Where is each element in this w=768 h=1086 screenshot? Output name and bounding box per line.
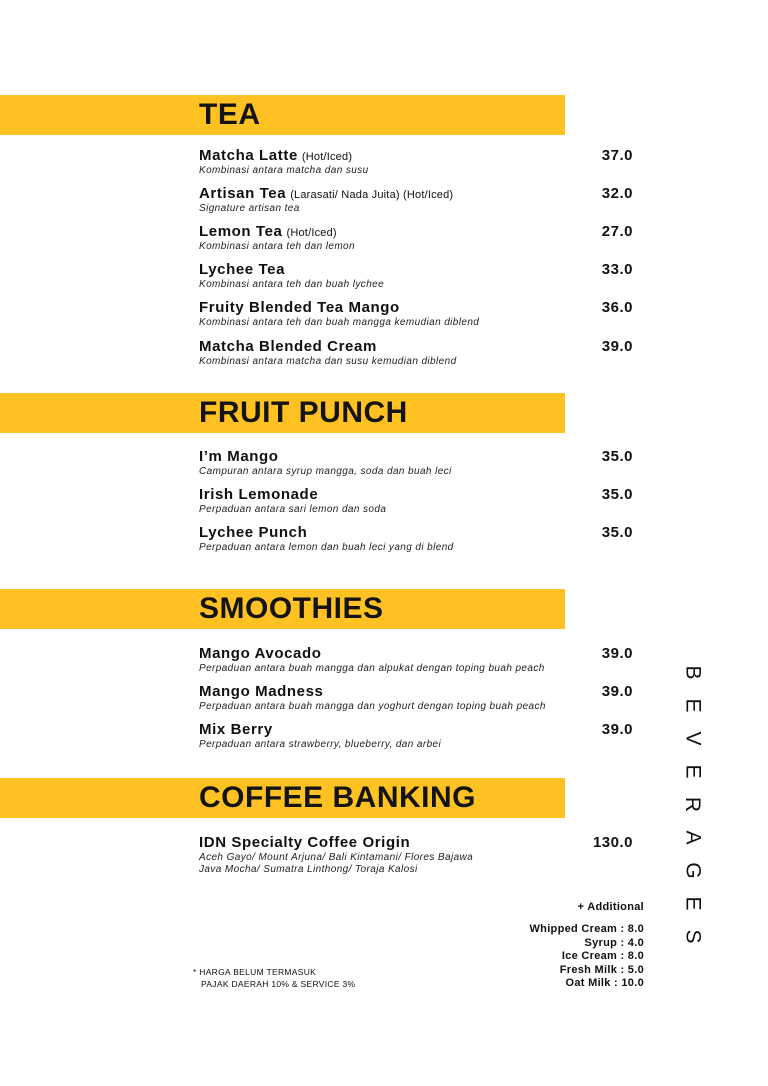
section-band-coffee-banking [0, 778, 565, 818]
side-label-letter: R [681, 796, 705, 813]
item-name: Irish Lemonade [199, 486, 319, 503]
menu-item [199, 185, 639, 221]
item-price: 36.0 [601, 299, 633, 316]
item-price: 33.0 [601, 261, 633, 278]
item-description: Perpaduan antara buah mangga dan yoghurt dengan toping buah peach [199, 701, 546, 712]
item-price: 39.0 [601, 721, 633, 738]
menu-item [199, 683, 639, 719]
menu-item [199, 261, 639, 297]
tax-footnote [193, 966, 355, 990]
item-name: Matcha Latte [199, 147, 298, 164]
item-price: 32.0 [601, 185, 633, 202]
section-title: COFFEE BANKING [199, 781, 476, 814]
item-price: 39.0 [601, 645, 633, 662]
item-name: Lychee Punch [199, 524, 308, 541]
item-price: 130.0 [592, 834, 633, 851]
additional-list [530, 901, 645, 991]
additional-row: Syrup : 4.0 [584, 936, 644, 949]
item-name: Matcha Blended Cream [199, 338, 377, 355]
side-label-letter: S [681, 929, 705, 944]
side-label-letter: V [681, 731, 705, 746]
item-description-line2: Java Mocha/ Sumatra Linthong/ Toraja Kalosi [199, 864, 418, 875]
item-name: Fruity Blended Tea Mango [199, 299, 400, 316]
additional-row: Ice Cream : 8.0 [561, 950, 644, 962]
section-title: FRUIT PUNCH [199, 396, 408, 429]
item-name: Artisan Tea [199, 185, 287, 202]
menu-item [199, 223, 639, 259]
menu-item [199, 524, 639, 560]
section-title: TEA [199, 98, 261, 131]
item-note: (Larasati/ Nada Juita) (Hot/Iced) [290, 189, 454, 201]
menu-item [199, 834, 639, 880]
menu-item [199, 645, 639, 681]
item-description: Perpaduan antara lemon dan buah leci yang di blend [199, 542, 454, 553]
side-label-letter: A [681, 830, 705, 845]
menu-item [199, 486, 639, 522]
additional-row: Whipped Cream : 8.0 [529, 923, 644, 935]
additional-row: Fresh Milk : 5.0 [559, 963, 644, 976]
item-price: 39.0 [601, 338, 633, 355]
item-name: Mango Avocado [199, 645, 322, 662]
item-price: 37.0 [601, 147, 633, 164]
item-description: Perpaduan antara strawberry, blueberry, dan arbei [199, 739, 442, 750]
menu-item [199, 147, 639, 183]
item-price: 27.0 [601, 223, 633, 240]
item-name: Lemon Tea [199, 223, 283, 240]
item-description: Aceh Gayo/ Mount Arjuna/ Bali Kintamani/ Flores Bajawa [199, 852, 474, 863]
item-price: 39.0 [601, 683, 633, 700]
item-description: Kombinasi antara matcha dan susu [199, 165, 369, 176]
item-price: 35.0 [601, 448, 633, 465]
side-label-letter: E [681, 698, 705, 713]
menu-item [199, 448, 639, 484]
item-name: Lychee Tea [199, 261, 286, 278]
item-name: Mix Berry [199, 721, 273, 738]
menu-item [199, 338, 639, 374]
item-price: 35.0 [601, 486, 633, 503]
additional-row: Oat Milk : 10.0 [565, 977, 644, 989]
item-description: Signature artisan tea [199, 203, 300, 214]
section-title: SMOOTHIES [199, 592, 384, 625]
section-band-fruit-punch [0, 393, 565, 433]
footnote-line: * HARGA BELUM TERMASUK [193, 967, 317, 977]
menu-item [199, 299, 639, 335]
item-description: Kombinasi antara teh dan buah lychee [199, 279, 385, 290]
footnote-line: PAJAK DAERAH 10% & SERVICE 3% [201, 979, 356, 989]
additional-heading: + Additional [577, 901, 644, 913]
item-name: I’m Mango [199, 448, 279, 465]
menu-item [199, 721, 639, 757]
item-note: (Hot/Iced) [301, 151, 353, 163]
side-label-letter: B [681, 665, 705, 680]
side-label-letter: G [681, 862, 705, 879]
side-label-letter: E [681, 896, 705, 911]
item-description: Kombinasi antara teh dan lemon [199, 241, 355, 252]
item-description: Kombinasi antara matcha dan susu kemudian diblend [199, 356, 457, 367]
section-band-tea [0, 95, 565, 135]
side-label-beverages [681, 656, 705, 953]
item-note: (Hot/Iced) [286, 227, 337, 239]
item-name: IDN Specialty Coffee Origin [199, 834, 411, 851]
item-name: Mango Madness [199, 683, 324, 700]
item-description: Campuran antara syrup mangga, soda dan buah leci [199, 466, 452, 477]
item-description: Kombinasi antara teh dan buah mangga kemudian diblend [199, 317, 480, 328]
item-description: Perpaduan antara sari lemon dan soda [199, 504, 387, 515]
item-description: Perpaduan antara buah mangga dan alpukat dengan toping buah peach [199, 663, 545, 674]
side-label-letter: E [681, 764, 705, 779]
item-price: 35.0 [601, 524, 633, 541]
section-band-smoothies [0, 589, 565, 629]
